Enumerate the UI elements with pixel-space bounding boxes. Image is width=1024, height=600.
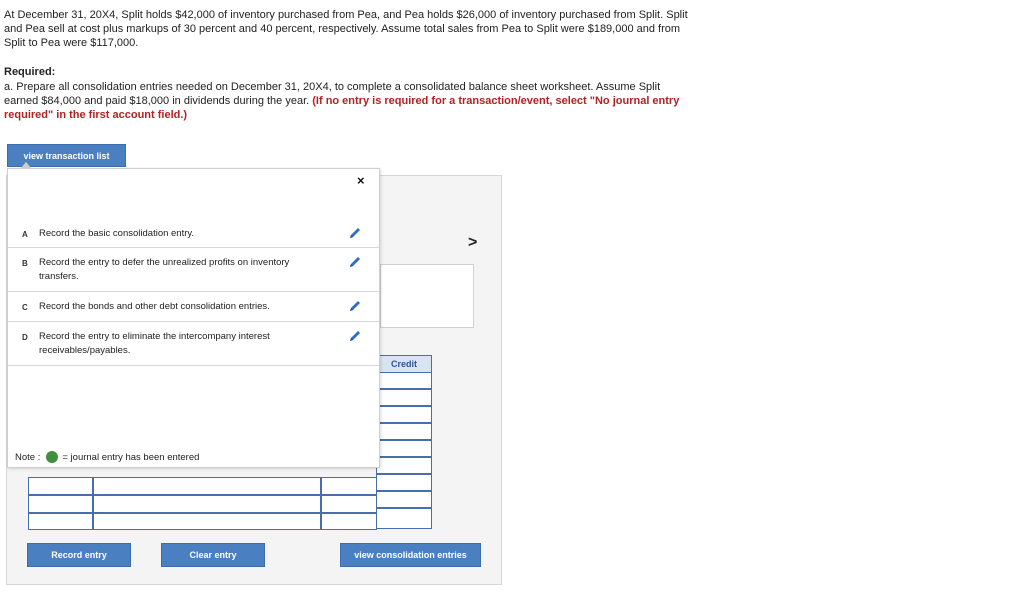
transaction-list (8, 219, 379, 366)
debit-input[interactable] (321, 477, 377, 495)
credit-input[interactable] (377, 407, 431, 424)
required-text (4, 80, 694, 122)
transaction-letter: C (22, 303, 28, 312)
transaction-letter: A (22, 230, 28, 239)
required-heading: Required: (4, 66, 56, 78)
account-select[interactable] (93, 495, 321, 513)
transaction-item[interactable] (8, 219, 379, 248)
transaction-text: Record the basic consolidation entry. (39, 228, 195, 239)
credit-input[interactable] (377, 475, 431, 492)
record-entry-button[interactable]: Record entry (27, 543, 131, 567)
entered-status-dot-icon (46, 451, 58, 463)
chevron-right-icon[interactable]: > (468, 234, 478, 251)
problem-intro: At December 31, 20X4, Split holds $42,000 of inventory purchased from Pea, and Pea holds $26,000 of inventory purchased from Split. Split and Pea sell at cost plus markups of 30 percent and 40 percent, respectively. Assume total sales from Pea to Split were $189,000 and from Split to Pea were $117,000. (4, 9, 688, 49)
debit-input[interactable] (321, 513, 377, 530)
credit-input[interactable] (377, 441, 431, 458)
transaction-item[interactable] (8, 292, 379, 322)
required-note: (If no entry is required for a transaction/event, select "No journal entry required" in the first account field.) (4, 95, 680, 121)
pencil-icon[interactable] (348, 299, 362, 313)
pencil-icon[interactable] (348, 255, 362, 269)
entry-description-box (380, 264, 474, 328)
debit-input[interactable] (321, 495, 377, 513)
transaction-item[interactable] (8, 248, 379, 292)
view-transaction-list-button[interactable]: view transaction list (7, 144, 126, 167)
pencil-icon[interactable] (348, 329, 362, 343)
credit-input[interactable] (377, 492, 431, 509)
pencil-icon[interactable] (348, 226, 362, 240)
account-select[interactable] (93, 477, 321, 495)
close-icon[interactable]: × (357, 173, 365, 188)
transaction-list-popup (7, 168, 380, 468)
account-select[interactable] (93, 513, 321, 530)
clear-entry-button[interactable]: Clear entry (161, 543, 265, 567)
transaction-text: Record the entry to defer the unrealized profits on inventory transfers. (39, 257, 290, 282)
credit-input[interactable] (377, 373, 431, 390)
note-label: Note : (15, 451, 41, 463)
view-consolidation-entries-button[interactable]: view consolidation entries (340, 543, 481, 567)
credit-input[interactable] (377, 458, 431, 475)
credit-input[interactable] (377, 509, 431, 526)
transaction-text: Record the bonds and other debt consolidation entries. (39, 301, 270, 312)
transaction-text: Record the entry to eliminate the intercompany interest receivables/payables. (39, 331, 270, 356)
entry-number-cell[interactable] (28, 513, 93, 530)
problem-statement (4, 8, 694, 50)
legend-note (15, 451, 199, 463)
credit-column-header: Credit (376, 355, 432, 373)
required-instructions: a. Prepare all consolidation entries needed on December 31, 20X4, to complete a consolidated balance sheet worksheet. Assume Split earned $84,000 and paid $18,000 in dividends during the year. (4, 81, 661, 107)
credit-input[interactable] (377, 390, 431, 407)
transaction-letter: B (22, 259, 28, 268)
credit-input[interactable] (377, 424, 431, 441)
entry-number-cell[interactable] (28, 495, 93, 513)
credit-column (376, 373, 432, 529)
transaction-letter: D (22, 333, 28, 342)
transaction-item[interactable] (8, 322, 379, 366)
note-text: = journal entry has been entered (62, 451, 200, 463)
entry-number-cell[interactable] (28, 477, 93, 495)
